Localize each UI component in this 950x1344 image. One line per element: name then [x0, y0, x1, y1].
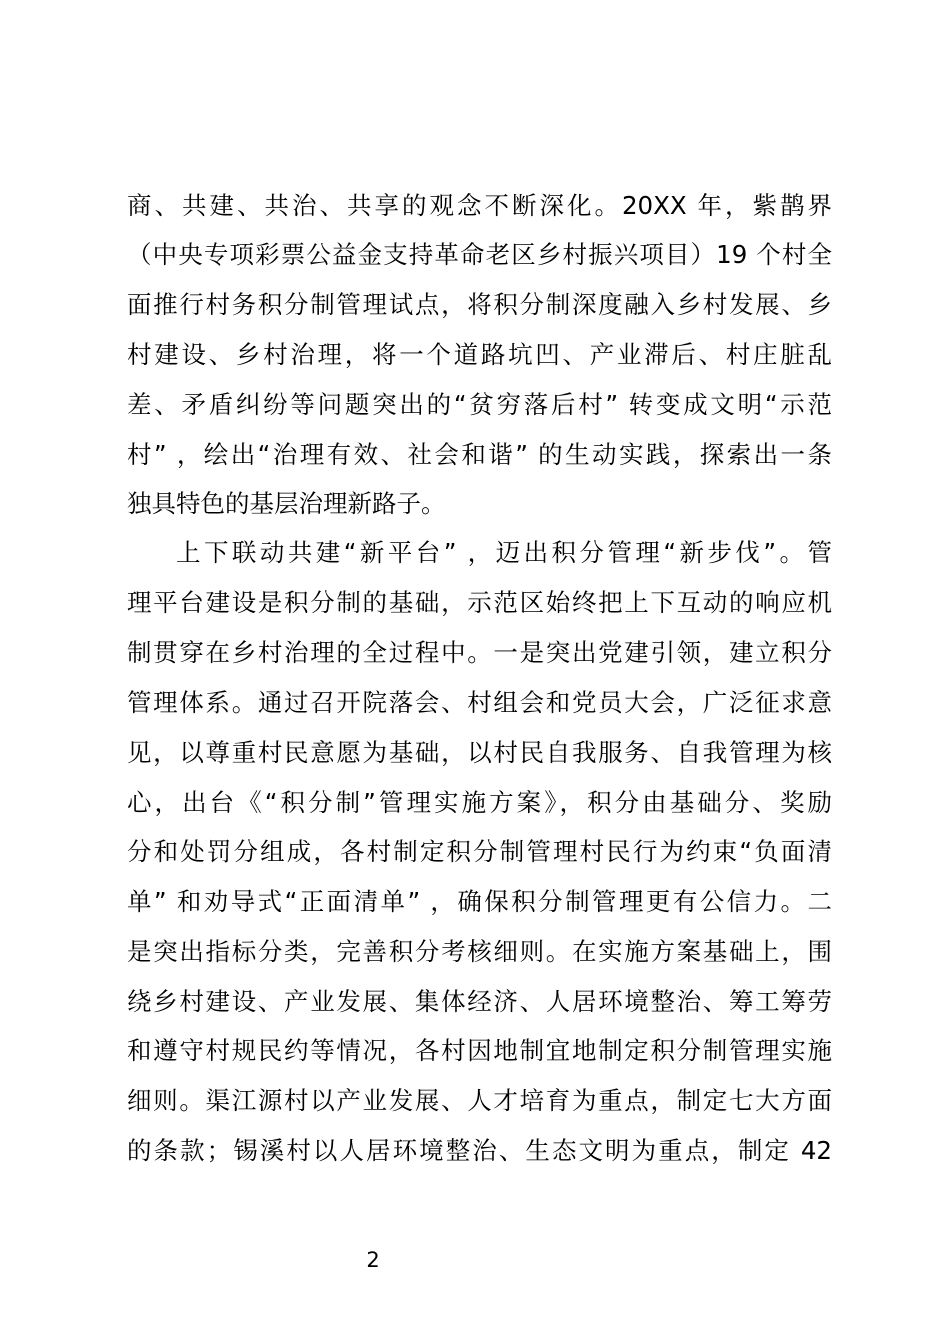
page-number: 2 [366, 1248, 380, 1272]
text-line-1: 商、共建、共治、共享的观念不断深化。20XX 年，紫鹊界 [127, 191, 832, 220]
text-line-4: 村建设、乡村治理，将一个道路坑凹、产业滞后、村庄脏乱 [127, 340, 832, 369]
text-line-20: 的条款；锡溪村以人居环境整治、生态文明为重点，制定 42 [127, 1136, 832, 1165]
text-line-13: 心，出台《“积分制”管理实施方案》，积分由基础分、奖励 [127, 788, 832, 817]
text-line-19: 细则。渠江源村以产业发展、人才培育为重点，制定七大方面 [127, 1086, 832, 1115]
text-line-10: 制贯穿在乡村治理的全过程中。一是突出党建引领，建立积分 [127, 638, 832, 667]
text-line-7: 独具特色的基层治理新路子。 [127, 489, 446, 518]
text-line-8: 上下联动共建“新平台” ，迈出积分管理“新步伐”。管 [176, 538, 832, 567]
text-line-2: （中央专项彩票公益金支持革命老区乡村振兴项目）19 个村全 [127, 240, 832, 269]
text-line-9: 理平台建设是积分制的基础，示范区始终把上下互动的响应机 [127, 588, 832, 617]
text-line-5: 差、矛盾纠纷等问题突出的“贫穷落后村” 转变成文明“示范 [127, 390, 832, 419]
text-line-3: 面推行村务积分制管理试点，将积分制深度融入乡村发展、乡 [127, 290, 832, 319]
text-line-17: 绕乡村建设、产业发展、集体经济、人居环境整治、筹工筹劳 [127, 987, 832, 1016]
text-line-18: 和遵守村规民约等情况，各村因地制宜地制定积分制管理实施 [127, 1036, 832, 1065]
text-line-15: 单” 和劝导式“正面清单” ，确保积分制管理更有公信力。二 [127, 887, 832, 916]
text-line-12: 见，以尊重村民意愿为基础，以村民自我服务、自我管理为核 [127, 738, 832, 767]
text-line-14: 分和处罚分组成，各村制定积分制管理村民行为约束“负面清 [127, 837, 832, 866]
text-line-16: 是突出指标分类，完善积分考核细则。在实施方案基础上，围 [127, 937, 832, 966]
text-line-11: 管理体系。通过召开院落会、村组会和党员大会，广泛征求意 [127, 688, 832, 717]
text-line-6: 村” ，绘出“治理有效、社会和谐” 的生动实践，探索出一条 [127, 440, 832, 469]
